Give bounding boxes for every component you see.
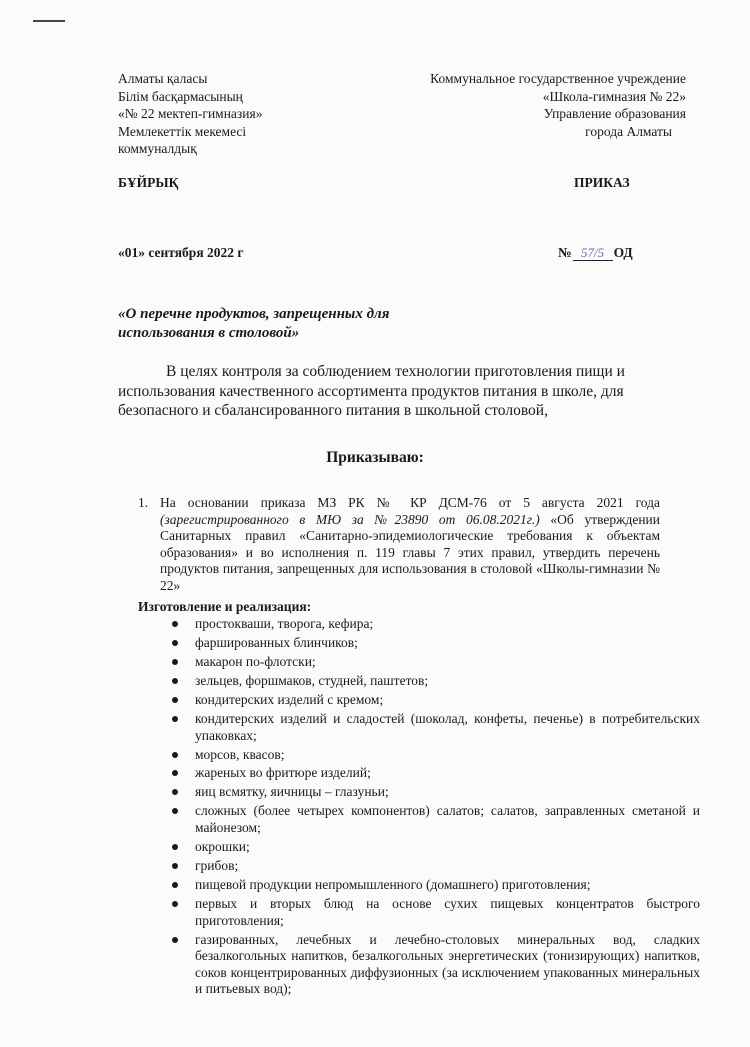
bullet-icon — [172, 621, 178, 627]
bullet-icon — [172, 937, 178, 943]
header-right-line: Управление образования — [543, 106, 686, 121]
point-text — [138, 495, 660, 595]
list-item — [170, 858, 700, 875]
list-item-text: окрошки; — [195, 839, 250, 855]
bullet-icon — [172, 716, 178, 722]
list-item-text: кондитерских изделий и сладостей (шоколад, конфеты, печенье) в потребительских упаковках; — [195, 710, 700, 743]
doc-date: «01» сентября 2022 г — [118, 245, 244, 260]
header-left-line: коммуналдық — [118, 141, 197, 156]
list-item — [170, 711, 700, 744]
header-right-line: Коммунальное государственное учреждение — [430, 71, 686, 86]
list-item — [170, 932, 700, 998]
list-item — [170, 803, 700, 836]
header-left-line: «№ 22 мектеп-гимназия» — [118, 106, 263, 121]
bullet-icon — [172, 752, 178, 758]
doc-title: «О перечне продуктов, запрещенных для использования в столовой» — [118, 306, 390, 341]
order-point-1 — [138, 495, 660, 595]
bullet-icon — [172, 863, 178, 869]
header-right-ru — [430, 70, 686, 140]
bullet-icon — [172, 640, 178, 646]
bullet-icon — [172, 844, 178, 850]
list-item-text: жареных во фритюре изделий; — [195, 765, 371, 781]
list-item — [170, 896, 700, 929]
list-item — [170, 839, 700, 856]
list-item — [170, 654, 700, 671]
header-right-line: города Алматы — [585, 123, 672, 139]
list-item-text: яиц всмятку, яичницы – глазуньи; — [195, 784, 389, 800]
list-item — [170, 692, 700, 709]
doc-number-prefix: № — [558, 245, 572, 260]
list-item — [170, 747, 700, 764]
list-item — [170, 616, 700, 633]
bullet-icon — [172, 882, 178, 888]
prohibited-list — [170, 616, 700, 1000]
bullet-icon — [172, 901, 178, 907]
list-item-text: зельцев, форшмаков, студней, паштетов; — [195, 672, 429, 688]
doc-type-kz: БҰЙРЫҚ — [118, 175, 179, 190]
bullet-icon — [172, 770, 178, 776]
point-text-a: На основании приказа МЗ РК № КР ДСМ-76 от 5 августа 2021 года — [160, 495, 660, 510]
point-text-b: «Об утверждении Санитарных правил «Санитарно-эпидемиологические требования к объектам образования» и во исполнения п. 119 главы 7 этих правил, утвердить перечень продуктов питания, запрещенных для использования в столовой «Школы-гимназии № 22» — [160, 511, 661, 593]
doc-number-suffix: ОД — [613, 245, 633, 260]
list-item-text: фаршированных блинчиков; — [195, 634, 358, 650]
list-item — [170, 784, 700, 801]
list-item-text: сложных (более четырех компонентов) салатов; салатов, заправленных сметаной и майонезом; — [195, 803, 700, 836]
list-item-text: пищевой продукции непромышленного (домашнего) приготовления; — [195, 877, 591, 892]
bullet-icon — [172, 697, 178, 703]
list-item — [170, 673, 700, 690]
doc-type-ru: ПРИКАЗ — [574, 175, 630, 190]
bullet-icon — [172, 659, 178, 665]
point-text-italic: (зарегистрированного в МЮ за №23890 от 06.08.2021г.) — [160, 511, 540, 527]
header-left-line: Мемлекеттік мекемесі — [118, 123, 247, 139]
section-heading: Изготовление и реализация: — [138, 599, 312, 614]
bullet-icon — [172, 789, 178, 795]
header-right-line: «Школа-гимназия № 22» — [542, 88, 686, 104]
list-item-text: грибов; — [195, 858, 239, 874]
list-item-text: макарон по-флотски; — [195, 653, 316, 669]
list-item — [170, 635, 700, 652]
doc-number — [558, 245, 633, 261]
bullet-icon — [172, 808, 178, 814]
bullet-icon — [172, 678, 178, 684]
point-number: 1. — [138, 495, 149, 510]
order-heading: Приказываю: — [326, 449, 424, 466]
list-item-text: газированных, лечебных и лечебно-столовых минеральных вод, сладких безалкогольных напитков, безалкогольных энергетических (тонизирующих) напитков, соков концентрированных диффузионных (за исключением упакованных минеральных и питьевых вод); — [195, 931, 700, 997]
list-item-text: морсов, квасов; — [195, 746, 285, 762]
list-item-text: кондитерских изделий с кремом; — [195, 691, 384, 707]
list-item-text: простокваши, творога, кефира; — [195, 616, 374, 631]
scan-mark — [33, 20, 65, 22]
preamble: В целях контроля за соблюдением технологии приготовления пищи и использования качественного ассортимента продуктов питания в школе, для безопасного и сбалансированного питания в школьной столовой, — [118, 363, 625, 419]
list-item-text: первых и вторых блюд на основе сухих пищевых концентратов быстрого приготовления; — [195, 895, 700, 928]
list-item — [170, 765, 700, 782]
header-left-line: Алматы қаласы — [118, 71, 208, 86]
list-item — [170, 877, 700, 894]
doc-number-handwritten: 57/5 — [573, 246, 613, 261]
header-left-kz — [118, 70, 262, 158]
header-left-line: Білім басқармасының — [118, 88, 243, 104]
